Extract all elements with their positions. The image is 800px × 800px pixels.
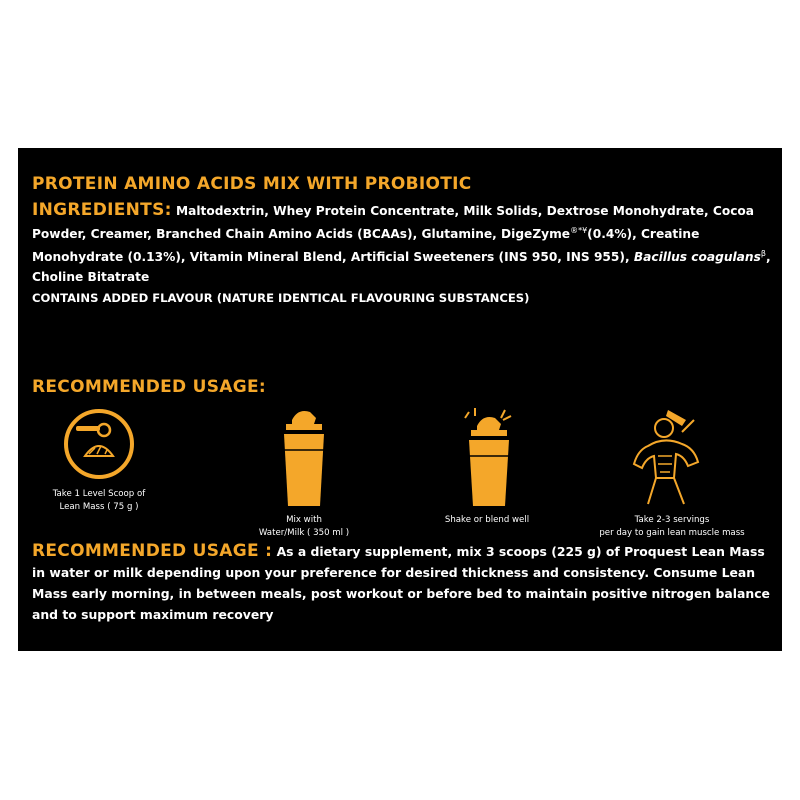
usage-detail-label: RECOMMENDED USAGE : [32,541,273,561]
step-caption-1: Take 1 Level Scoop of Lean Mass ( 75 g ) [52,489,146,512]
ingredients-label: INGREDIENTS: [32,200,172,220]
usage-detail [32,541,776,625]
usage-title: RECOMMENDED USAGE: [32,377,267,397]
shaking-bottle-icon [455,406,519,508]
usage-step-2 [219,406,389,540]
ingredients-italic: Bacillus coagulans [633,250,761,265]
flavour-note: CONTAINS ADDED FLAVOUR (NATURE IDENTICAL FLAVOURING SUBSTANCES) [32,291,530,305]
step-caption-3: Shake or blend well [444,515,530,525]
shaker-bottle-icon [274,406,334,508]
ingredients-mark-2: β [760,249,766,259]
scoop-icon [61,406,137,482]
ingredients-text-1: Maltodextrin, Whey Protein Concentrate, Milk Solids, Dextrose Monohydrate, Cocoa Powder, Creamer, Branched Chain Amino Acids (BCAAs), Glutamine, DigeZyme [32,204,755,242]
usage-detail-text: As a dietary supplement, mix 3 scoops (225 g) of Proquest Lean Mass in water or milk depending upon your preference for desired thickness and consistency. Consume Lean Mass early morning, in between meals, post workout or before bed to maintain positive nitrogen balance and to support maximum recovery [32,544,770,622]
usage-step-3 [402,406,572,527]
product-headline: PROTEIN AMINO ACIDS MIX WITH PROBIOTIC [32,174,472,194]
drinking-athlete-icon [628,406,716,508]
ingredients-mark-1: ®*¥ [570,226,588,235]
step-caption-2: Mix with Water/Milk ( 350 ml ) [258,515,350,538]
ingredients-text-3: , Choline Bitatrate [32,250,771,285]
ingredients-text-2: (0.4%), Creatine Monohydrate (0.13%), Vitamin Mineral Blend, Artificial Sweeteners (INS 950, INS 955), [32,227,700,265]
usage-step-4 [587,406,757,540]
product-info-panel [18,148,782,651]
step-caption-4: Take 2-3 servings per day to gain lean muscle mass [599,515,745,538]
ingredients-block [32,200,772,287]
usage-step-1 [14,406,184,514]
